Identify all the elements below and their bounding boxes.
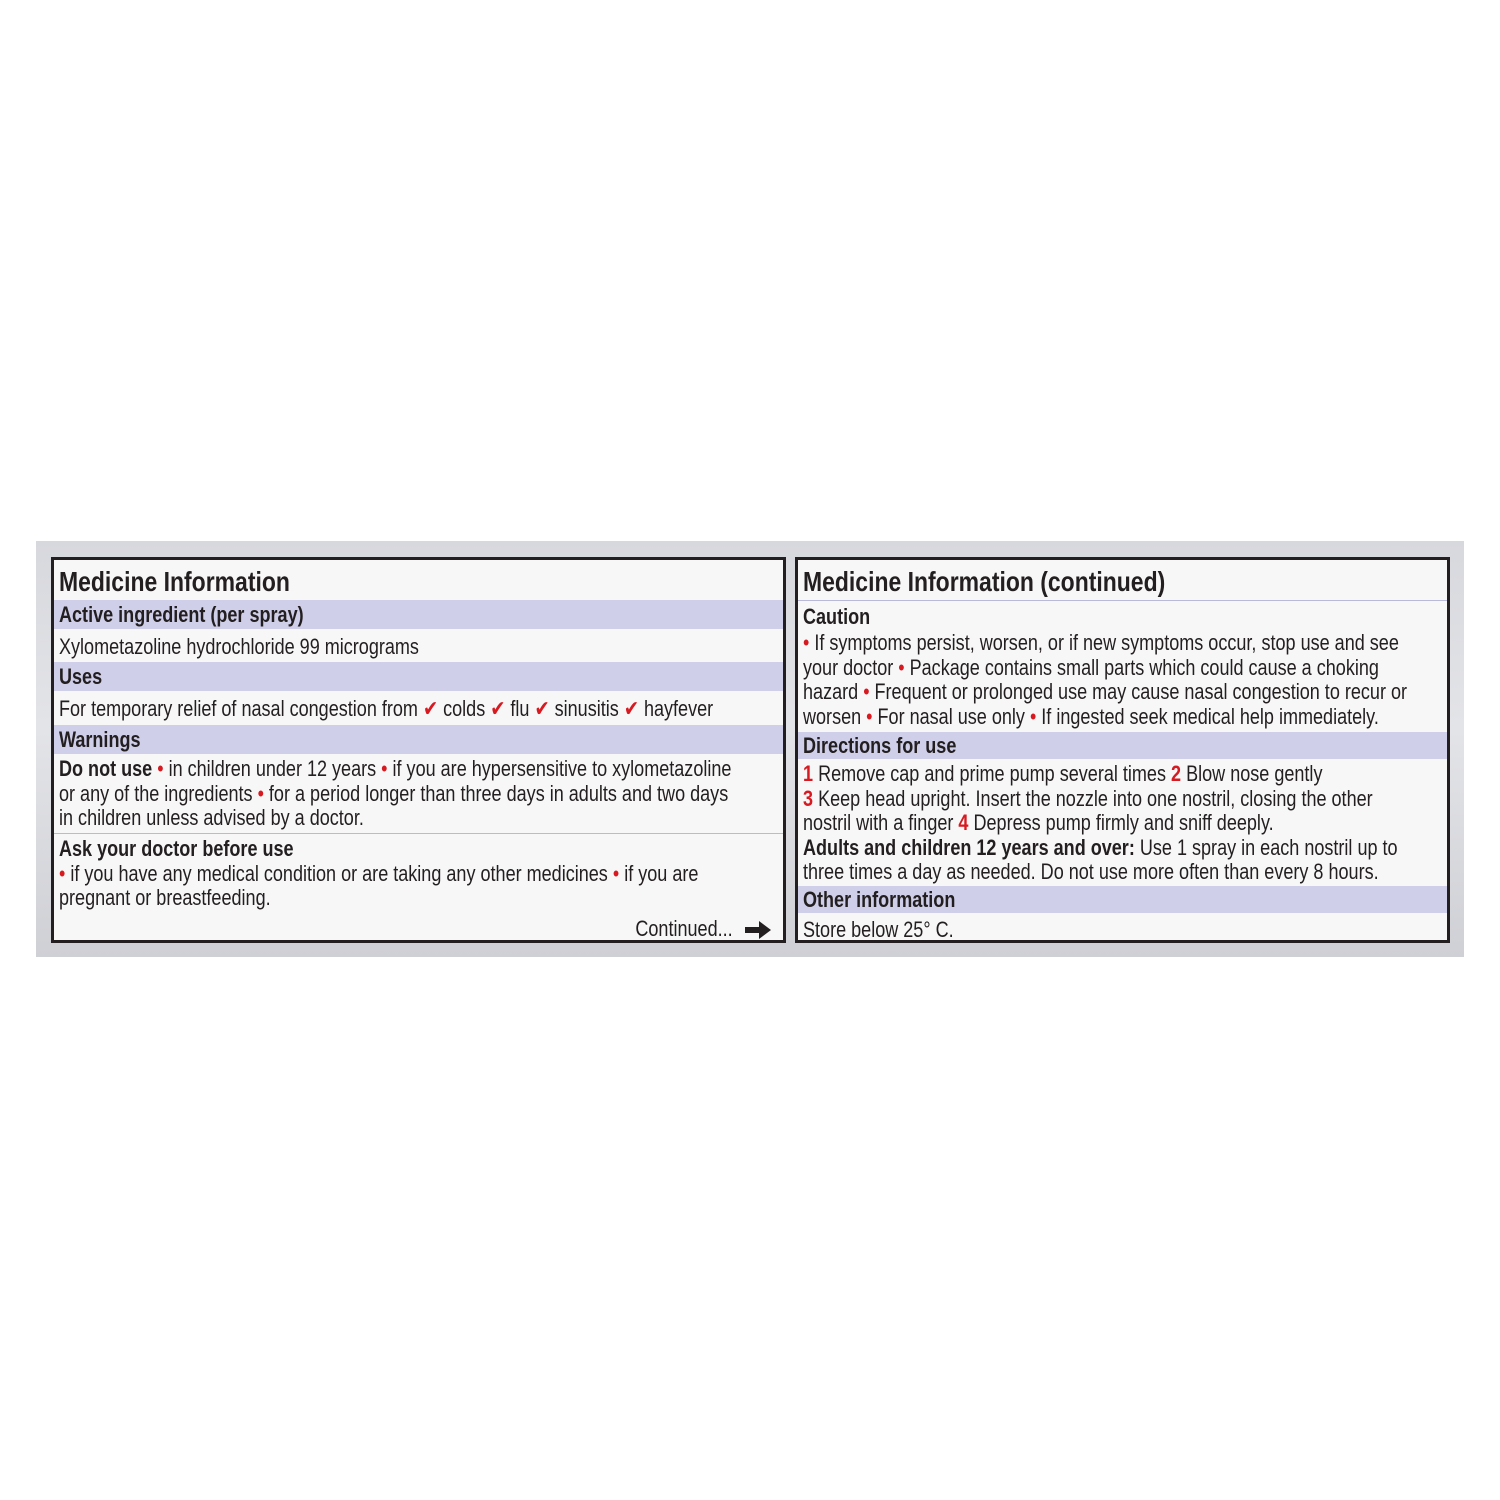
uses-lead: For temporary relief of nasal congestion from bbox=[59, 696, 418, 721]
step-number: 2 bbox=[1171, 761, 1182, 786]
step-text: Keep head upright. Insert the nozzle into one nostril, closing the other bbox=[818, 785, 1373, 811]
step-number: 4 bbox=[958, 810, 969, 835]
use-item: flu bbox=[510, 696, 530, 721]
step-text: Depress pump firmly and sniff deeply. bbox=[973, 810, 1274, 835]
active-ingredient-heading-text: Active ingredient (per spray) bbox=[59, 602, 304, 627]
step-text: nostril with a finger bbox=[803, 810, 954, 835]
bullet-icon: • bbox=[898, 654, 905, 680]
use-item: colds bbox=[443, 696, 486, 721]
medicine-info-continued-panel bbox=[795, 557, 1450, 943]
check-icon: ✔ bbox=[623, 696, 639, 721]
bullet-icon: • bbox=[381, 756, 388, 781]
caution-heading-text: Caution bbox=[803, 604, 871, 629]
warning-item: if you are hypersensitive to xylometazoline bbox=[392, 756, 732, 781]
ask-doctor-heading: Ask your doctor before use bbox=[59, 836, 294, 861]
do-not-use-block bbox=[54, 757, 783, 831]
continued-note bbox=[614, 916, 771, 942]
other-info-heading-text: Other information bbox=[803, 887, 956, 912]
other-info-heading bbox=[798, 886, 1447, 913]
caution-item: Frequent or prolonged use may cause nasal congestion to recur or bbox=[874, 679, 1408, 704]
panel-title-row bbox=[54, 564, 783, 600]
caution-item: If symptoms persist, worsen, or if new symptoms occur, stop use and see bbox=[814, 630, 1399, 655]
do-not-use-label: Do not use bbox=[59, 756, 153, 781]
panel-title: Medicine Information (continued) bbox=[803, 566, 1166, 597]
step-number: 3 bbox=[803, 785, 814, 811]
warning-item: for a period longer than three days in adults and two days bbox=[268, 780, 729, 806]
continued-text: Continued... bbox=[635, 916, 733, 941]
uses-heading bbox=[54, 662, 783, 691]
step-text: Blow nose gently bbox=[1186, 761, 1323, 786]
medicine-info-panel bbox=[51, 557, 786, 943]
warning-item: in children under 12 years bbox=[168, 756, 377, 781]
bullet-icon: • bbox=[59, 860, 66, 886]
other-info-text bbox=[798, 916, 1447, 943]
active-ingredient-value: Xylometazoline hydrochloride 99 micrograms bbox=[59, 634, 419, 659]
caution-block bbox=[798, 631, 1447, 729]
check-icon: ✔ bbox=[422, 696, 439, 721]
check-icon: ✔ bbox=[534, 696, 550, 721]
warnings-heading bbox=[54, 725, 783, 754]
uses-text bbox=[54, 695, 783, 723]
uses-heading-text: Uses bbox=[59, 664, 103, 689]
bullet-icon: • bbox=[803, 630, 810, 655]
adult-dose-label: Adults and children 12 years and over: bbox=[803, 834, 1135, 860]
caution-item: Package contains small parts which could cause a choking bbox=[909, 654, 1379, 680]
caution-item: worsen bbox=[803, 703, 862, 729]
step-text: Remove cap and prime pump several times bbox=[818, 761, 1166, 786]
caution-item: For nasal use only bbox=[877, 703, 1025, 729]
warning-item: in children unless advised by a doctor. bbox=[59, 805, 364, 830]
directions-block bbox=[798, 762, 1447, 885]
use-item: hayfever bbox=[643, 696, 714, 721]
directions-heading-text: Directions for use bbox=[803, 733, 957, 758]
bullet-icon: • bbox=[866, 703, 873, 729]
ask-item: if you are bbox=[624, 860, 699, 886]
ask-item: if you have any medical condition or are taking any other medicines bbox=[70, 860, 608, 886]
warnings-heading-text: Warnings bbox=[59, 727, 141, 752]
storage-text: Store below 25° C. bbox=[803, 917, 954, 942]
warning-item: or any of the ingredients bbox=[59, 780, 253, 806]
ask-doctor-block bbox=[54, 837, 783, 911]
check-icon: ✔ bbox=[490, 696, 506, 721]
caution-item: hazard bbox=[803, 679, 859, 704]
ask-item: pregnant or breastfeeding. bbox=[59, 885, 271, 910]
step-number: 1 bbox=[803, 761, 814, 786]
divider bbox=[798, 600, 1447, 601]
use-item: sinusitis bbox=[554, 696, 619, 721]
active-ingredient-text bbox=[54, 633, 783, 661]
active-ingredient-heading bbox=[54, 600, 783, 629]
adult-dose-text: three times a day as needed. Do not use more often than every 8 hours. bbox=[803, 859, 1379, 884]
bullet-icon: • bbox=[257, 780, 264, 806]
divider bbox=[54, 833, 783, 834]
caution-item: If ingested seek medical help immediately. bbox=[1041, 703, 1379, 729]
adult-dose-text: Use 1 spray in each nostril up to bbox=[1139, 834, 1398, 860]
panel-title-row bbox=[798, 564, 1447, 600]
bullet-icon: • bbox=[863, 679, 870, 704]
caution-item: your doctor bbox=[803, 654, 894, 680]
caution-heading bbox=[798, 603, 1447, 631]
arrow-right-icon bbox=[745, 921, 771, 939]
panel-title: Medicine Information bbox=[59, 566, 290, 597]
bullet-icon: • bbox=[612, 860, 620, 886]
bullet-icon: • bbox=[157, 756, 164, 781]
directions-heading bbox=[798, 732, 1447, 759]
bullet-icon: • bbox=[1029, 703, 1037, 729]
